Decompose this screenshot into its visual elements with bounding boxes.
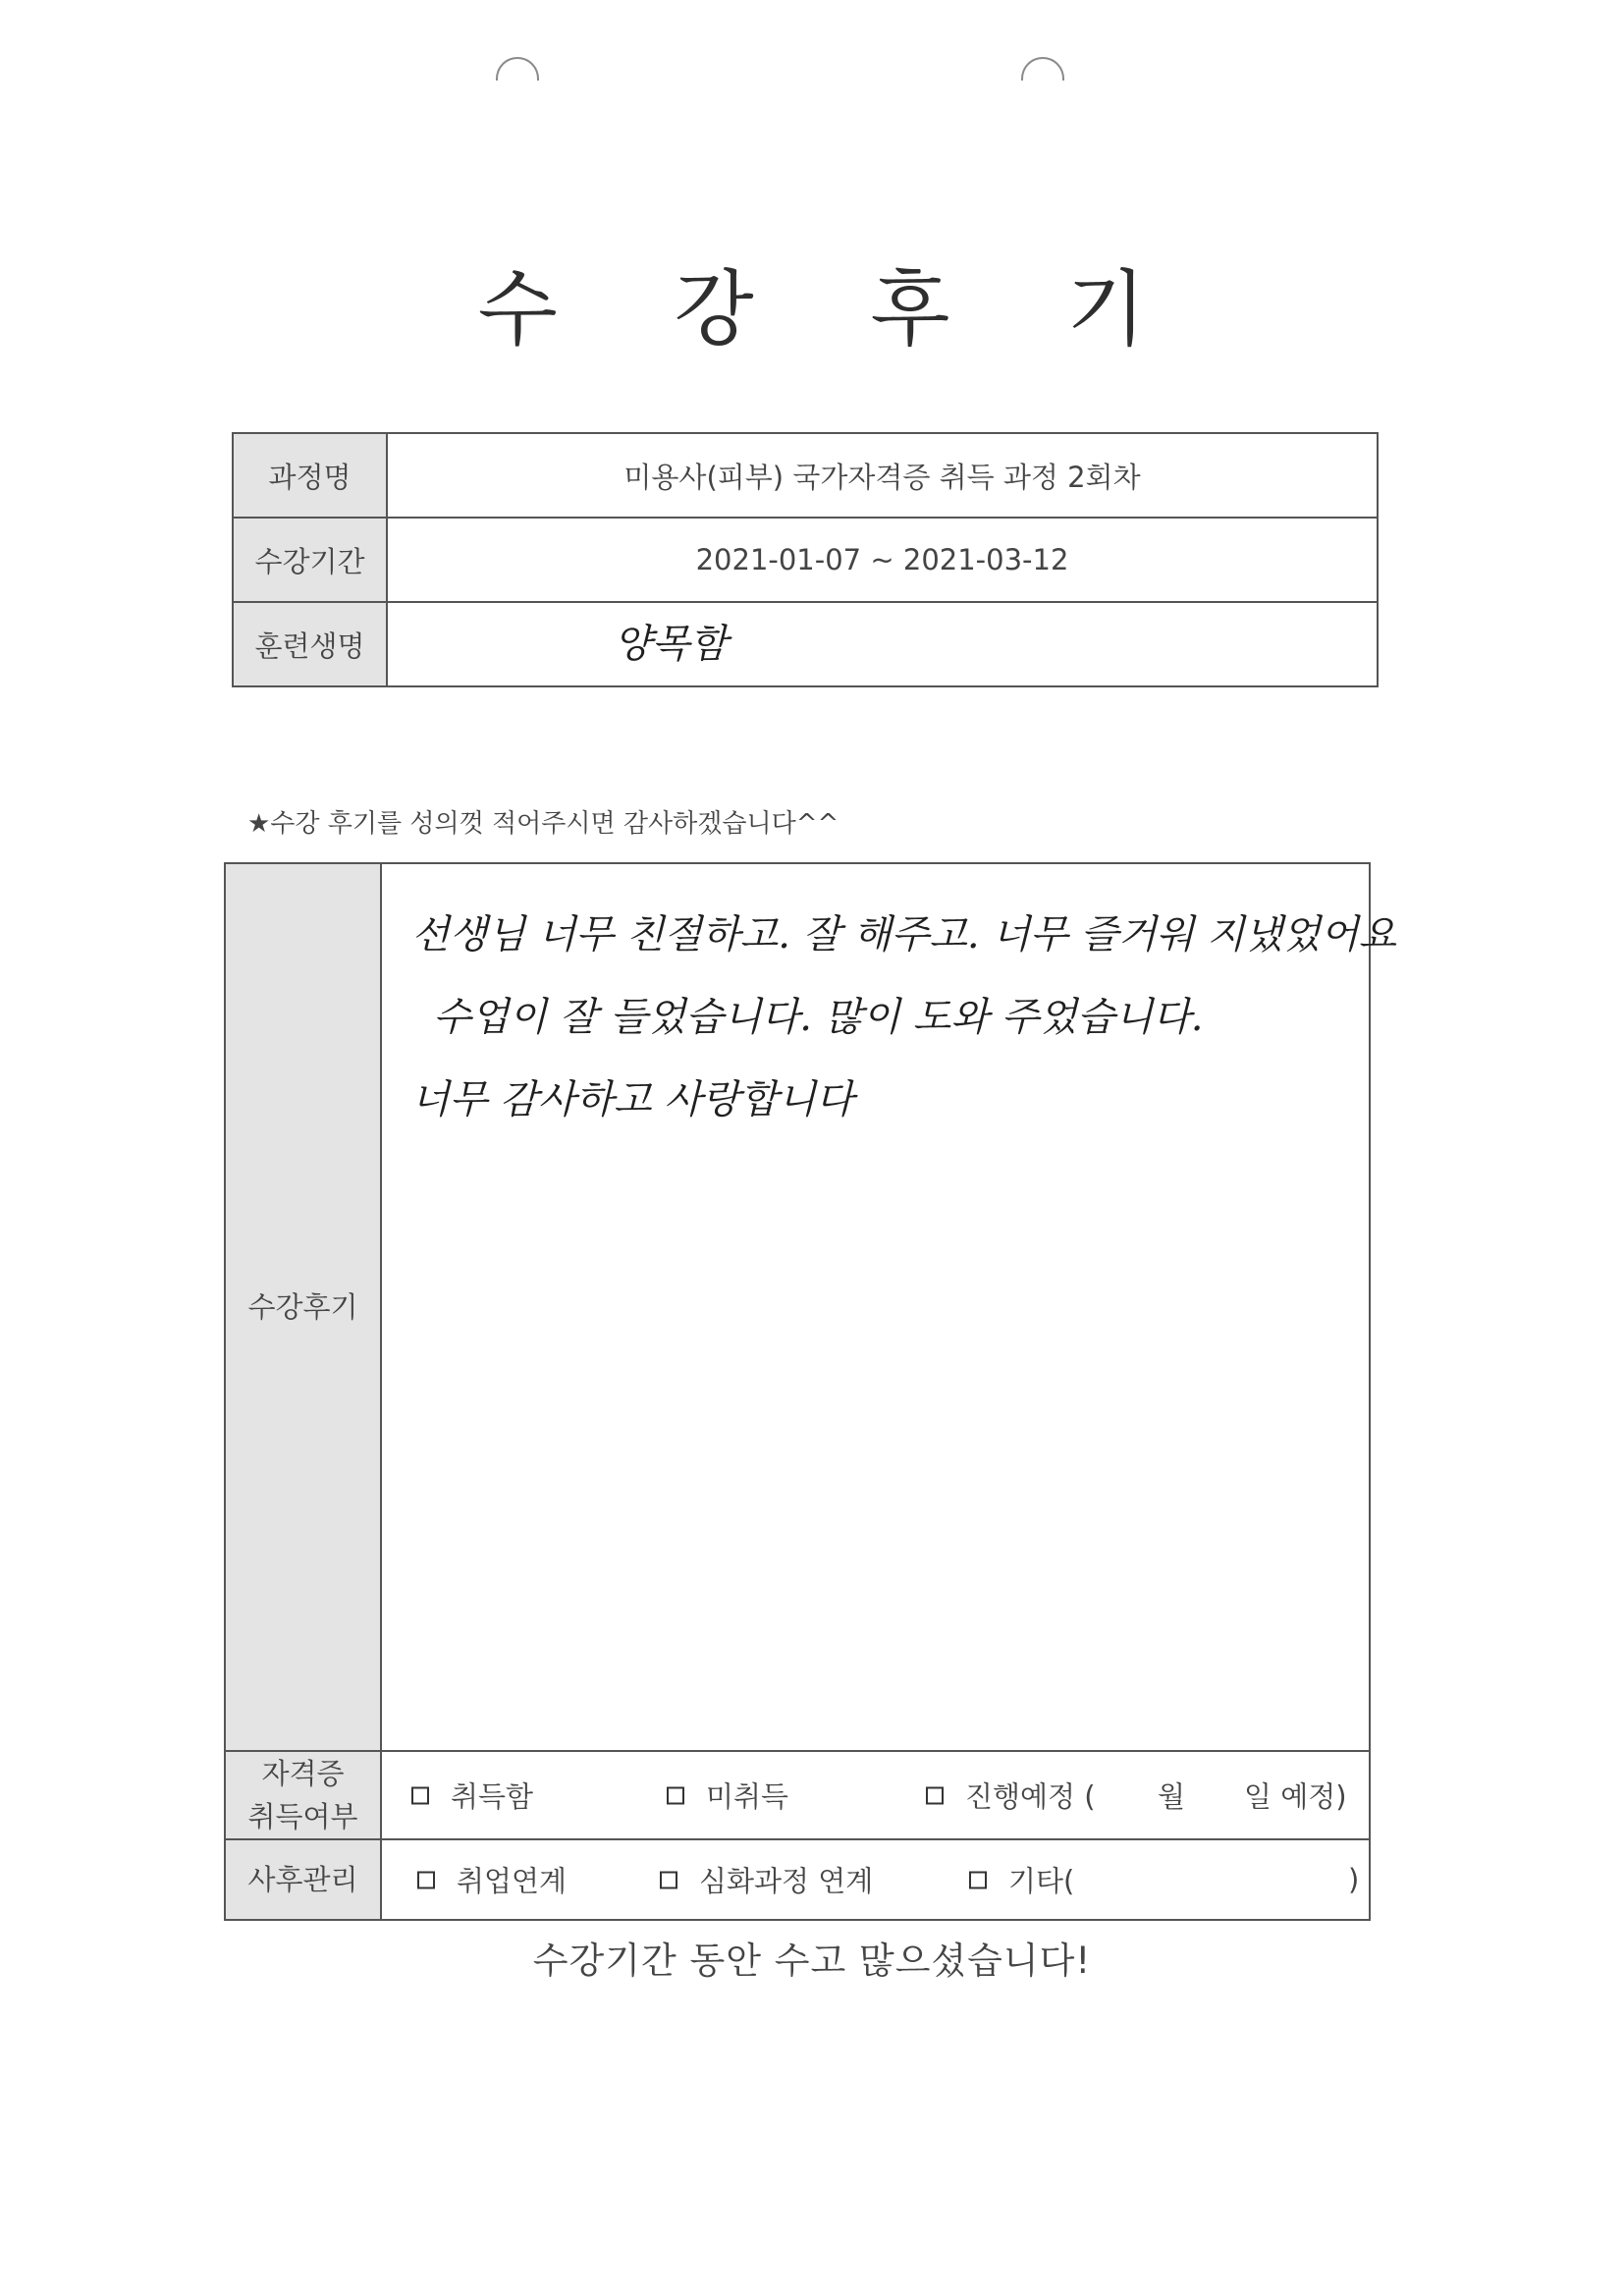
option-employment-link[interactable] xyxy=(417,1860,567,1900)
certification-row xyxy=(225,1751,1370,1839)
option-acquired-label: 취득함 xyxy=(451,1779,534,1814)
punch-hole-mark-right xyxy=(1021,57,1064,81)
course-value: 미용사(피부) 국가자격증 취득 과정 2회차 xyxy=(387,433,1378,518)
option-advanced-course-link[interactable] xyxy=(660,1860,873,1900)
option-other[interactable] xyxy=(969,1860,1074,1900)
certification-options xyxy=(381,1751,1370,1839)
review-table xyxy=(224,862,1397,1921)
checkbox-icon[interactable] xyxy=(417,1871,435,1888)
review-label: 수강후기 xyxy=(225,863,381,1751)
course-info-table xyxy=(232,432,1379,687)
option-employment-link-label: 취업연계 xyxy=(457,1864,568,1898)
trainee-name-field xyxy=(387,602,1378,686)
review-text-area xyxy=(381,863,1397,1751)
instruction-note: ★수강 후기를 성의껏 적어주시면 감사하겠습니다^^ xyxy=(247,809,839,839)
course-row xyxy=(233,433,1378,518)
review-line-2: 수업이 잘 들었습니다. 많이 도와 주었습니다. xyxy=(433,995,1204,1040)
option-scheduled[interactable] xyxy=(926,1776,1096,1816)
option-other-close-paren: ) xyxy=(1348,1863,1360,1896)
option-acquired[interactable] xyxy=(411,1776,533,1816)
aftercare-options xyxy=(381,1839,1370,1920)
page-title: 수 강 후 기 xyxy=(477,261,1192,357)
option-not-acquired[interactable] xyxy=(667,1776,788,1816)
trainee-row xyxy=(233,602,1378,686)
review-line-1: 선생님 너무 친절하고. 잘 해주고. 너무 즐거워 지냈었어요 xyxy=(411,912,1397,957)
aftercare-label: 사후관리 xyxy=(225,1839,381,1920)
trainee-name-handwriting: 양목함 xyxy=(614,622,728,667)
option-scheduled-label: 진행예정 ( xyxy=(965,1779,1096,1814)
period-row xyxy=(233,518,1378,602)
checkbox-icon[interactable] xyxy=(969,1871,987,1888)
trainee-label: 훈련생명 xyxy=(233,602,387,686)
review-row xyxy=(225,863,1370,1751)
checkbox-icon[interactable] xyxy=(411,1786,429,1804)
scheduled-day-label: 일 예정) xyxy=(1244,1779,1347,1814)
checkbox-icon[interactable] xyxy=(667,1786,684,1804)
punch-hole-mark-left xyxy=(496,57,539,81)
period-label: 수강기간 xyxy=(233,518,387,602)
scheduled-month-label: 월 xyxy=(1158,1779,1186,1814)
certification-label-line2: 취득여부 xyxy=(247,1800,358,1833)
aftercare-row xyxy=(225,1839,1370,1920)
option-other-label: 기타( xyxy=(1008,1864,1075,1898)
checkbox-icon[interactable] xyxy=(926,1786,944,1804)
review-line-3: 너무 감사하고 사랑합니다 xyxy=(411,1077,854,1122)
checkbox-icon[interactable] xyxy=(660,1871,677,1888)
certification-label-line1: 자격증 xyxy=(261,1757,345,1790)
option-advanced-course-link-label: 심화과정 연계 xyxy=(699,1864,874,1898)
option-not-acquired-label: 미취득 xyxy=(706,1779,789,1814)
closing-message: 수강기간 동안 수고 많으셨습니다! xyxy=(532,1940,1092,1982)
certification-label xyxy=(225,1751,381,1839)
period-value: 2021-01-07 ~ 2021-03-12 xyxy=(387,518,1378,602)
course-label: 과정명 xyxy=(233,433,387,518)
